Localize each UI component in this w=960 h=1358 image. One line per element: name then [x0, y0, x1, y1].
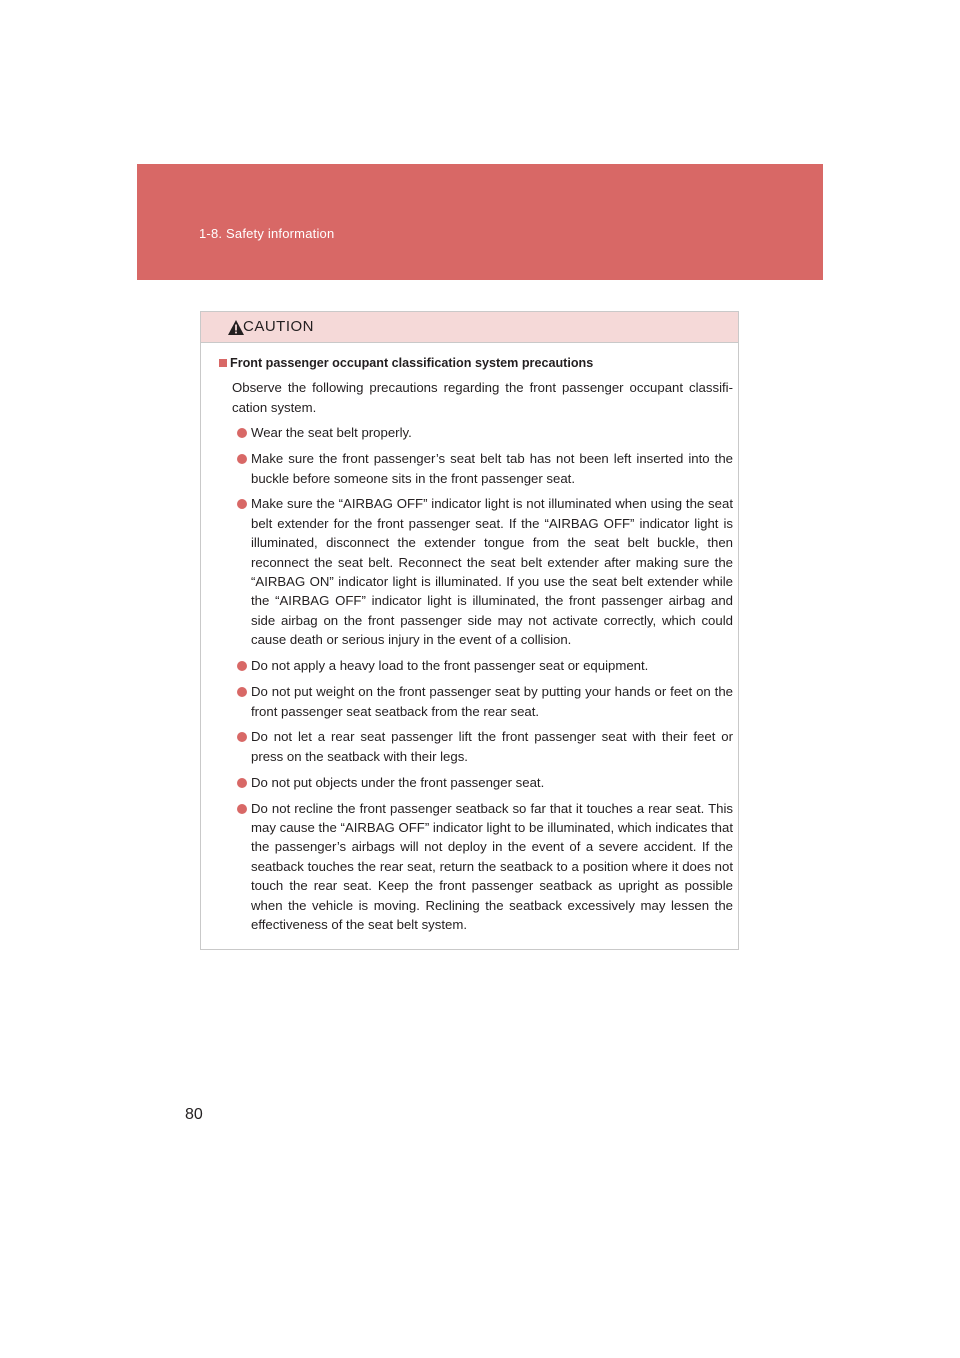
list-item-text: Wear the seat belt properly. [251, 425, 412, 441]
precaution-list [219, 423, 733, 934]
list-item [219, 449, 733, 488]
list-item [219, 682, 733, 721]
section-label: 1-8. Safety information [199, 226, 335, 241]
list-item-text: Do not put weight on the front passenger seat by putting your hands or feet on the front passenger seat seatback from the rear seat. [251, 684, 733, 719]
caution-intro: Observe the following precautions regarding the front passenger occupant classifi- cation system. [232, 380, 733, 415]
bullet-dot-icon [237, 687, 247, 697]
bullet-dot-icon [237, 732, 247, 742]
list-item [219, 799, 733, 935]
caution-box [200, 311, 739, 950]
list-item [219, 727, 733, 766]
page-number: 80 [185, 1106, 203, 1123]
list-item-text: Make sure the “AIRBAG OFF” indicator light is not illuminated when using the seat belt extender for the front passenger seat. If the “AIRBAG OFF” indicator light is illuminated, disconnect the extender tongue from the seat belt buckle, then reconnect the seat belt. Reconnect the seat belt extender after making sure the “AIRBAG ON” indicator light is illuminated. If you use the seat belt extender while the “AIRBAG OFF” indicator light is illuminated, the front passenger airbag and side airbag on the front passenger side may not activate correctly, which could cause death or serious injury in the event of a collision. [251, 496, 733, 648]
bullet-dot-icon [237, 428, 247, 438]
square-bullet-icon [219, 359, 227, 367]
caution-body [201, 343, 738, 934]
bullet-dot-icon [237, 804, 247, 814]
caution-header [201, 312, 738, 343]
bullet-dot-icon [237, 454, 247, 464]
list-item-text: Do not let a rear seat passenger lift the front passenger seat with their feet or press on the seatback with their legs. [251, 729, 733, 764]
list-item [219, 423, 733, 442]
list-item-text: Make sure the front passenger’s seat belt tab has not been left inserted into the buckle before someone sits in the front passenger seat. [251, 451, 733, 486]
caution-subheading-text: Front passenger occupant classification system precautions [230, 356, 594, 370]
list-item [219, 656, 733, 675]
header-band [137, 164, 823, 280]
list-item-text: Do not apply a heavy load to the front passenger seat or equipment. [251, 658, 649, 674]
list-item [219, 773, 733, 792]
caution-subheading [219, 354, 733, 373]
bullet-dot-icon [237, 661, 247, 671]
caution-title: CAUTION [243, 318, 314, 335]
list-item-text: Do not put objects under the front passenger seat. [251, 774, 545, 790]
bullet-dot-icon [237, 499, 247, 509]
bullet-dot-icon [237, 778, 247, 788]
list-item-text: Do not recline the front passenger seatback so far that it touches a rear seat. This may cause the “AIRBAG OFF” indicator light to be illuminated, which indicates that the passenger’s airbags will not deploy in the event of a severe accident. If the seatback touches the rear seat, return the seatback to a position where it does not touch the rear seat. Keep the front passenger seatback as upright as possible when the vehicle is moving. Reclining the seatback excessively may lessen the effectiveness of the seat belt system. [251, 800, 733, 933]
list-item [219, 494, 733, 649]
